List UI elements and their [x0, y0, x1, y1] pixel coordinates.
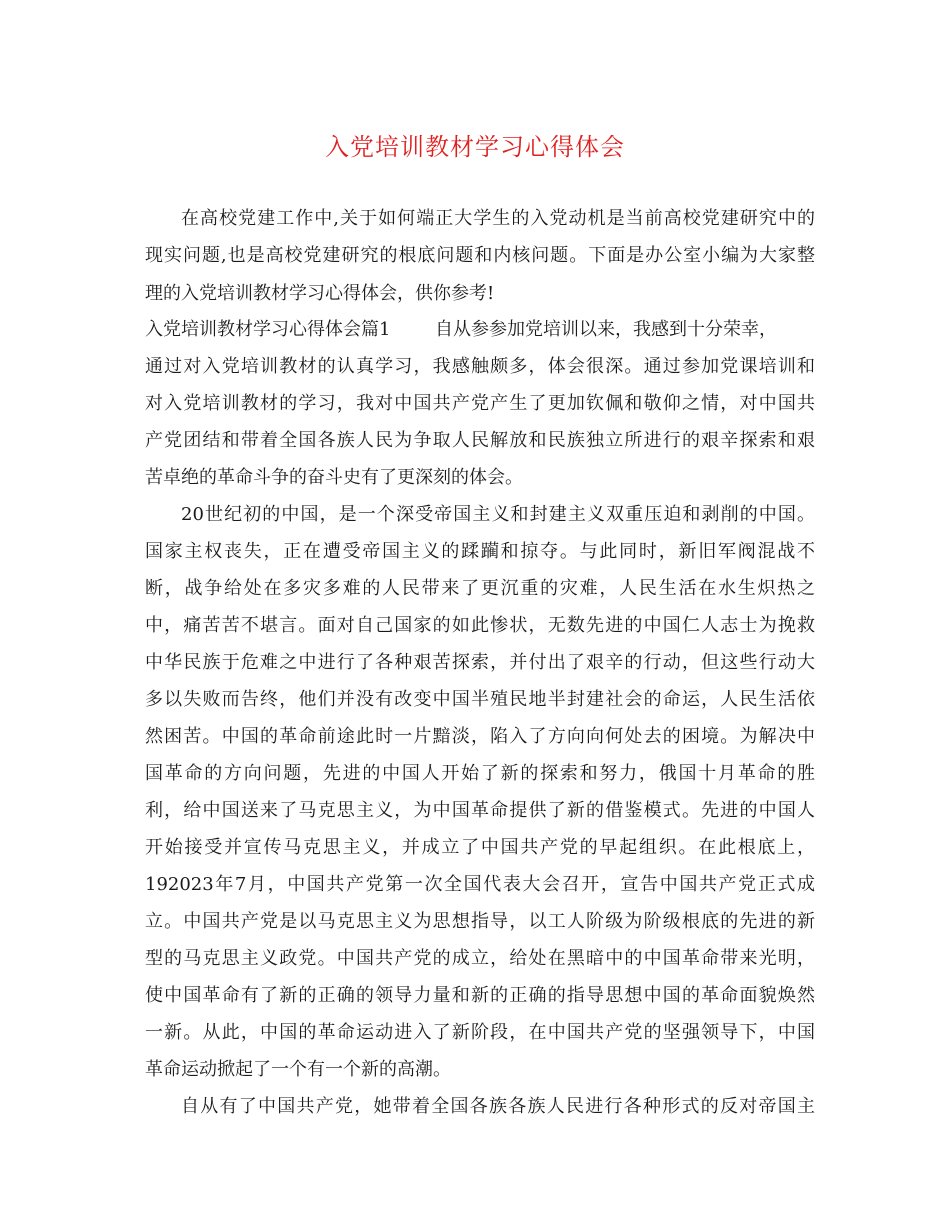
- paragraph-line: 20世纪初的中国，是一个深受帝国主义和封建主义双重压迫和剥削的中国。: [181, 504, 815, 525]
- paragraph-line: 一新。从此，中国的革命运动进入了新阶段，在中国共产党的坚强领导下，中国: [145, 1022, 815, 1043]
- paragraph-line: 中，痛苦苦不堪言。面对自己国家的如此惨状，无数先进的中国仁人志士为挽救: [145, 615, 815, 636]
- paragraph-line: 苦卓绝的革命斗争的奋斗史有了更深刻的体会。: [145, 467, 523, 488]
- paragraph-line: 自从参参加党培训以来，我感到十分荣幸，: [435, 319, 777, 340]
- paragraph-line: 192023年7月，中国共产党第一次全国代表大会召开，宣告中国共产党正式成: [145, 874, 815, 895]
- paragraph-line: 自从有了中国共产党，她带着全国各族各族人民进行各种形式的反对帝国主: [181, 1096, 815, 1117]
- paragraph-line: 革命运动掀起了一个有一个新的高潮。: [145, 1059, 451, 1080]
- paragraph-line: 多以失败而告终，他们并没有改变中国半殖民地半封建社会的命运，人民生活依: [145, 689, 815, 710]
- paragraph-line: 国家主权丧失，正在遭受帝国主义的蹂躏和掠夺。与此同时，新旧军阀混战不: [145, 541, 815, 562]
- paragraph-line: 使中国革命有了新的正确的领导力量和新的正确的指导思想中国的革命面貌焕然: [145, 985, 815, 1006]
- paragraph-line: 国革命的方向问题，先进的中国人开始了新的探索和努力，俄国十月革命的胜: [145, 763, 815, 784]
- section-heading: 入党培训教材学习心得体会篇1: [145, 319, 391, 340]
- paragraph-line: 开始接受并宣传马克思主义，并成立了中国共产党的早起组织。在此根底上，: [145, 837, 815, 858]
- section-heading-line: [145, 318, 815, 342]
- paragraph-line: 对入党培训教材的学习，我对中国共产党产生了更加钦佩和敬仰之情，对中国共: [145, 393, 815, 414]
- paragraph-line: 型的马克思主义政党。中国共产党的成立，给处在黑暗中的中国革命带来光明，: [145, 948, 815, 969]
- paragraph-line: 立。中国共产党是以马克思主义为思想指导，以工人阶级为阶级根底的先进的新: [145, 911, 815, 932]
- paragraph-line: 通过对入党培训教材的认真学习，我感触颇多，体会很深。通过参加党课培训和: [145, 356, 815, 377]
- paragraph-line: 利，给中国送来了马克思主义，为中国革命提供了新的借鉴模式。先进的中国人: [145, 800, 815, 821]
- paragraph-line: 在高校党建工作中,关于如何端正大学生的入党动机是当前高校党建研究中的: [181, 208, 815, 229]
- paragraph-line: 断，战争给处在多灾多难的人民带来了更沉重的灾难，人民生活在水生炽热之: [145, 578, 815, 599]
- paragraph-line: 产党团结和带着全国各族人民为争取人民解放和民族独立所进行的艰辛探索和艰: [145, 430, 815, 451]
- paragraph-line: 然困苦。中国的革命前途此时一片黯淡，陷入了方向向何处去的困境。为解决中: [145, 726, 815, 747]
- document-title: 入党培训教材学习心得体会: [325, 133, 625, 161]
- paragraph-line: 理的入党培训教材学习心得体会，供你参考!: [145, 283, 495, 304]
- paragraph-line: 中华民族于危难之中进行了各种艰苦探索，并付出了艰辛的行动，但这些行动大: [145, 652, 815, 673]
- paragraph-line: 现实问题,也是高校党建研究的根底问题和内核问题。下面是办公室小编为大家整: [145, 245, 815, 266]
